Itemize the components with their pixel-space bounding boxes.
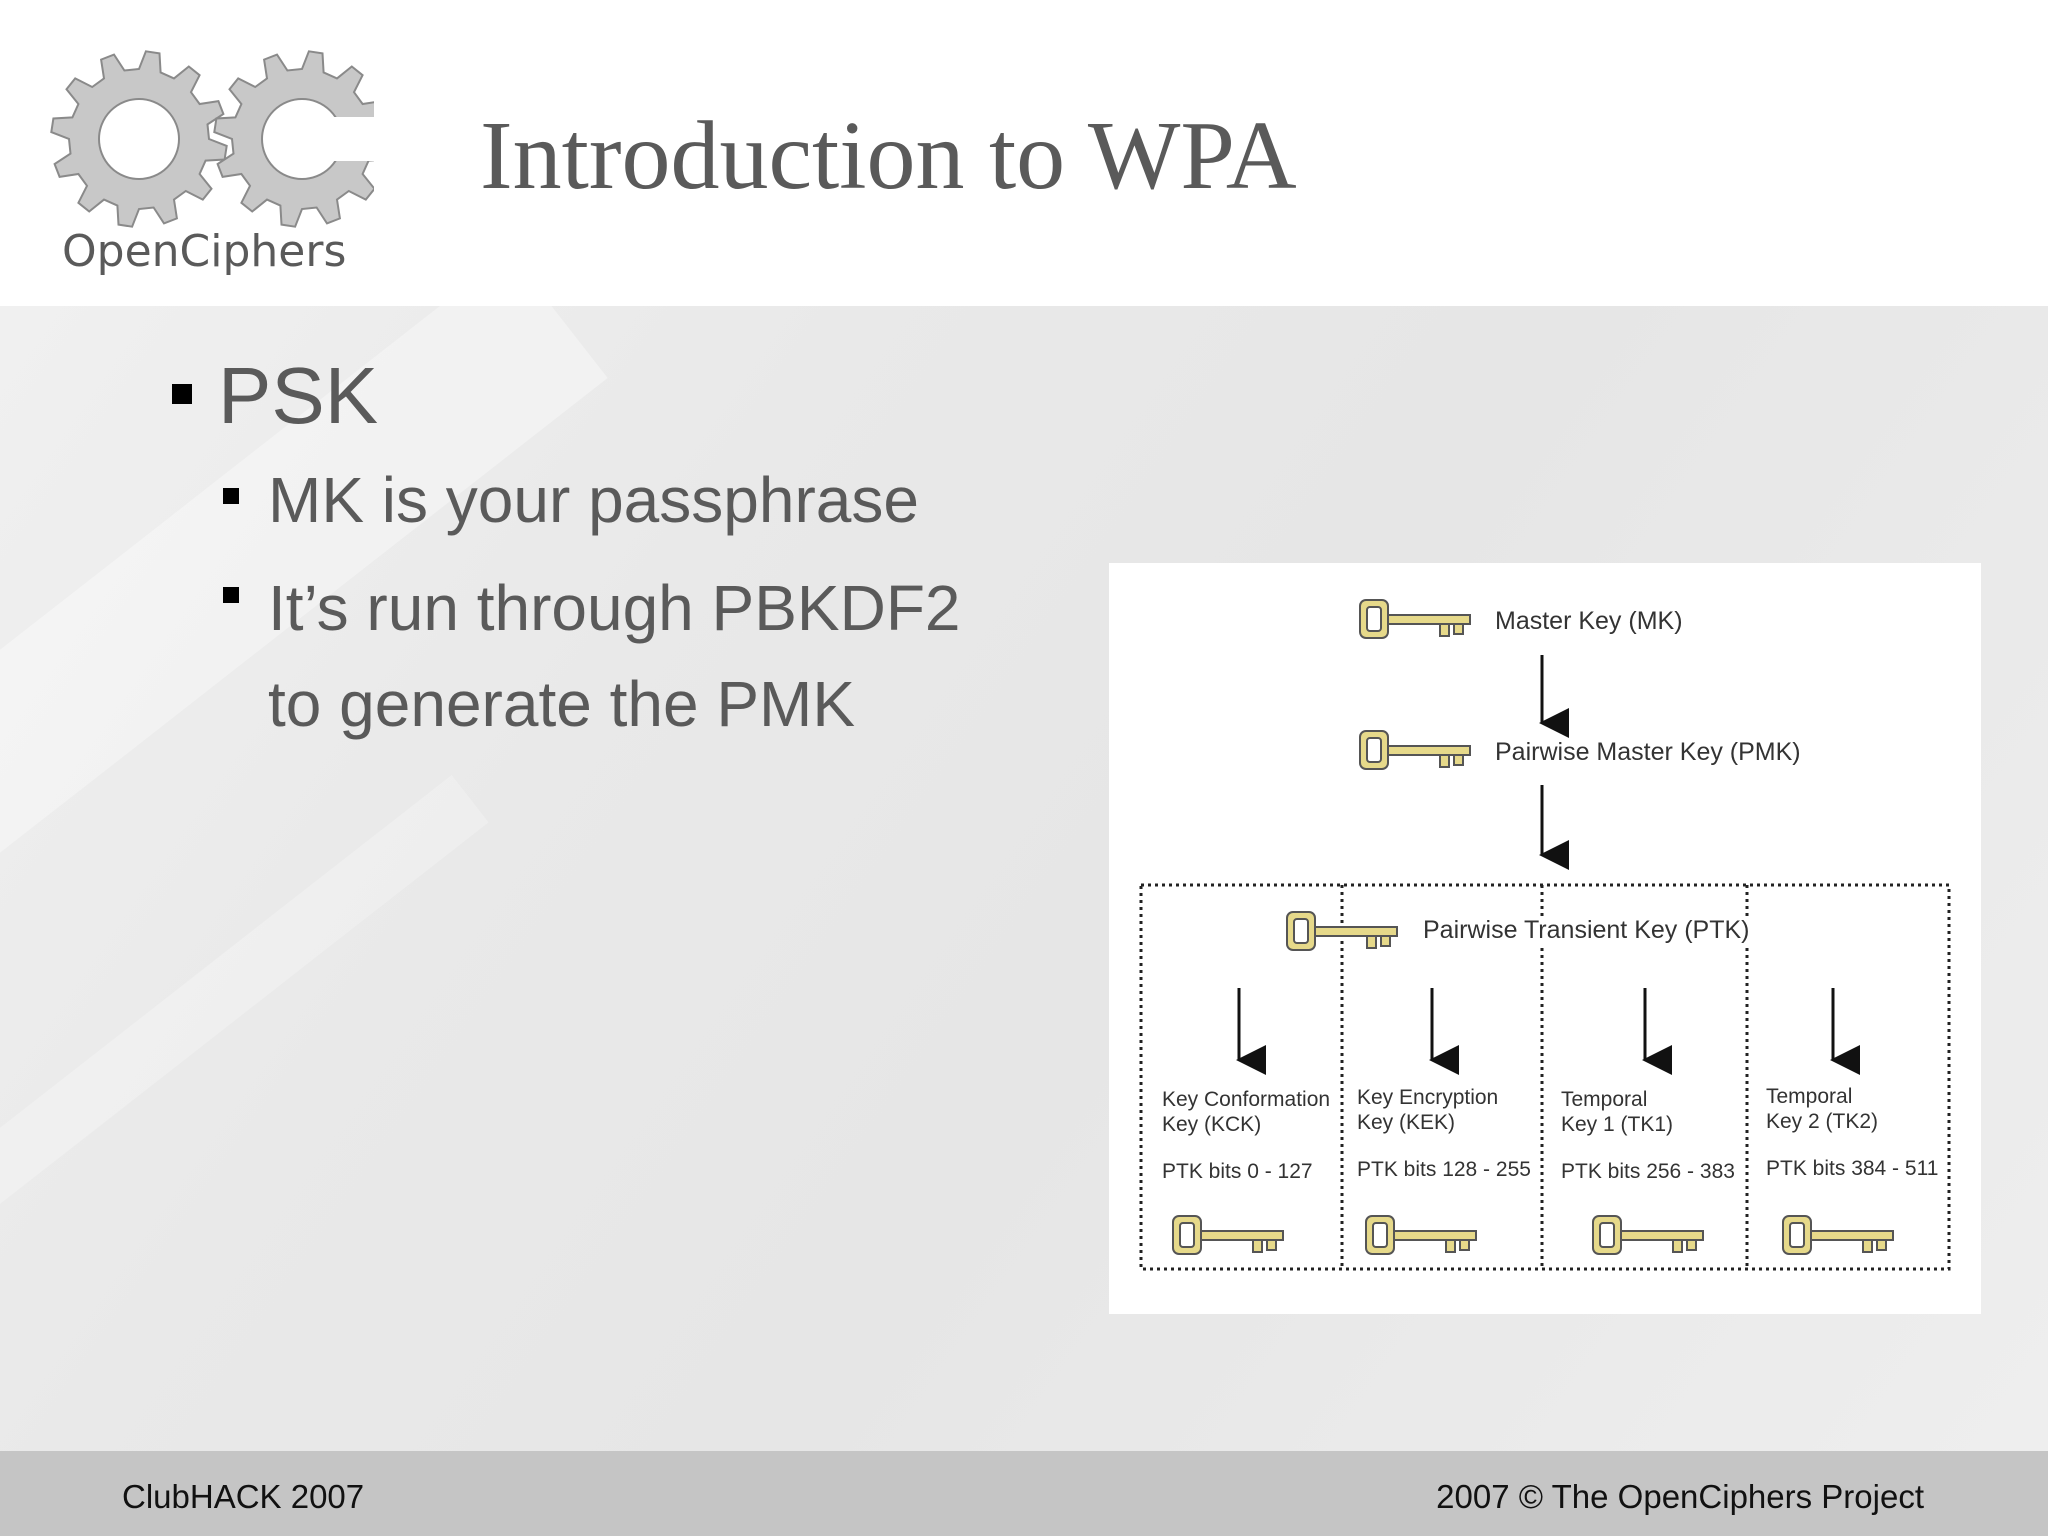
pmk-label: Pairwise Master Key (PMK) — [1495, 738, 1801, 766]
tk1-key-icon — [1593, 1216, 1703, 1254]
bullet-marker — [223, 587, 239, 603]
ptk-key-icon — [1287, 912, 1397, 950]
bullet-marker — [172, 384, 192, 404]
bullet-psk: PSK — [218, 351, 379, 440]
bullet-pbkdf2 — [268, 560, 961, 752]
bullet-pbkdf2-line1: It’s run through PBKDF2 — [268, 572, 961, 644]
master-key-label: Master Key (MK) — [1495, 607, 1683, 635]
kck-key-icon — [1173, 1216, 1283, 1254]
bullet-mk-passphrase: MK is your passphrase — [268, 464, 919, 536]
kck-label: Key Conformation Key (KCK) — [1162, 1088, 1331, 1136]
kek-bits: PTK bits 128 - 255 — [1357, 1158, 1531, 1181]
ptk-label: Pairwise Transient Key (PTK) — [1423, 916, 1750, 944]
tk2-bits: PTK bits 384 - 511 — [1766, 1157, 1939, 1180]
tk1-bits: PTK bits 256 - 383 — [1561, 1160, 1735, 1183]
master-key-icon — [1360, 600, 1470, 638]
tk1-label: Temporal Key 1 (TK1) — [1561, 1088, 1674, 1136]
page-title: Introduction to WPA — [480, 102, 1297, 210]
footer-copyright: 2007 © The OpenCiphers Project — [1436, 1478, 1924, 1515]
kek-label: Key Encryption Key (KEK) — [1357, 1086, 1499, 1134]
pmk-key-icon — [1360, 731, 1470, 769]
footer-event: ClubHACK 2007 — [122, 1478, 365, 1515]
kek-key-icon — [1366, 1216, 1476, 1254]
bullet-pbkdf2-line2: to generate the PMK — [268, 668, 856, 740]
gears-logo-icon — [44, 44, 374, 284]
tk2-key-icon — [1783, 1216, 1893, 1254]
kck-bits: PTK bits 0 - 127 — [1162, 1160, 1313, 1183]
key-hierarchy-diagram — [1109, 563, 1981, 1314]
bullet-marker — [223, 488, 239, 504]
slide-header — [0, 0, 2048, 306]
logo-text: OpenCiphers — [62, 226, 347, 277]
tk2-label: Temporal Key 2 (TK2) — [1766, 1085, 1879, 1133]
